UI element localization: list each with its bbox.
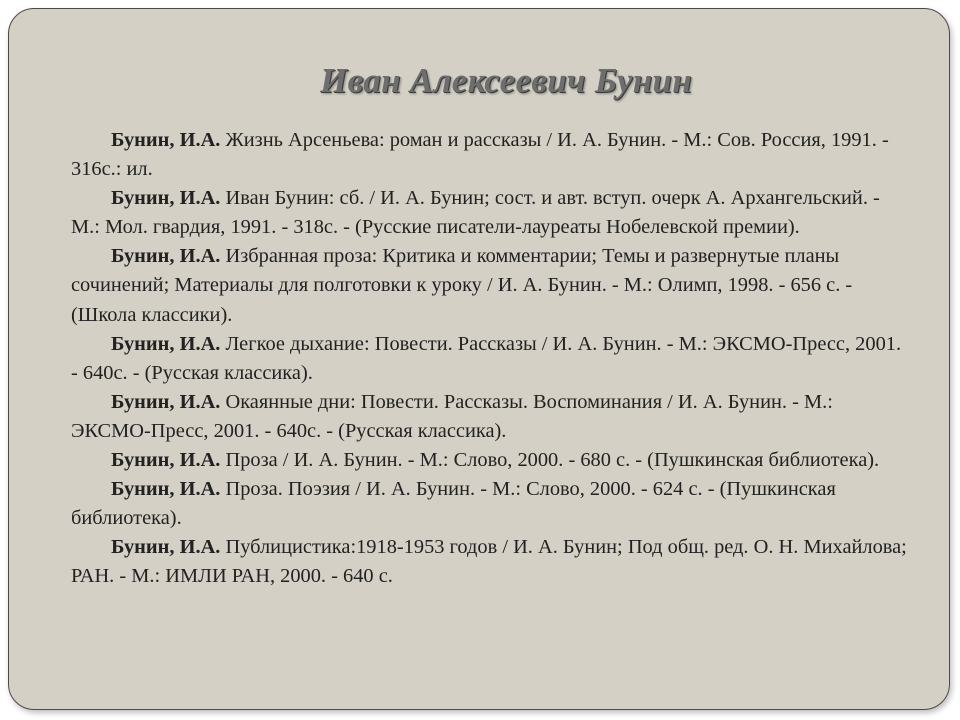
bibliography-list [71, 126, 907, 592]
entry-author: Бунин, И.А. [111, 245, 221, 268]
bibliography-entry [71, 330, 907, 388]
bibliography-entry [71, 533, 907, 591]
bibliography-entry [71, 242, 907, 329]
bibliography-entry [71, 446, 907, 475]
entry-author: Бунин, И.А. [111, 129, 221, 151]
bibliography-entry [71, 184, 907, 242]
entry-author: Бунин, И.А. [111, 187, 221, 210]
entry-text: Жизнь Арсеньева: роман и рассказы / И. А. Бунин. - М.: Сов. Россия, 1991. - 316с.: ил. [71, 129, 889, 181]
entry-author: Бунин, И.А. [111, 390, 221, 413]
entry-text: Окаянные дни: Повести. Рассказы. Воспоминания / И. А. Бунин. - М.: ЭКСМО-Пресс, 2001. - 640с. - (Русская классика). [71, 390, 833, 442]
entry-text: Легкое дыхание: Повести. Рассказы / И. А. Бунин. - М.: ЭКСМО-Пресс, 2001. - 640с. - (Русская классика). [71, 332, 902, 384]
slide-title: Иван Алексеевич Бунин [320, 61, 692, 100]
entry-text: Иван Бунин: сб. / И. А. Бунин; сост. и авт. вступ. очерк А. Архангельский. - М.: Мол. гвардия, 1991. - 318с. - (Русские писатели-лауреаты Нобелевской премии). [71, 187, 880, 239]
entry-author: Бунин, И.А. [111, 536, 221, 559]
bibliography-entry [71, 126, 907, 184]
entry-text: Публицистика:1918-1953 годов / И. А. Бунин; Под общ. ред. О. Н. Михайлова; РАН. - М.: ИМЛИ РАН, 2000. - 640 с. [71, 536, 907, 588]
bibliography-entry [71, 475, 907, 533]
entry-text: Проза. Поэзия / И. А. Бунин. - М.: Слово, 2000. - 624 с. - (Пушкинская библиотека). [71, 478, 836, 530]
entry-author: Бунин, И.А. [111, 449, 221, 472]
entry-text: Избранная проза: Критика и комментарии; Темы и развернутые планы сочинений; Материалы для полготовки к уроку / И. А. Бунин. - М.: Олимп, 1998. - 656 с. - (Школа классики). [71, 245, 853, 326]
slide [8, 8, 950, 710]
entry-author: Бунин, И.А. [111, 478, 221, 501]
bibliography-entry [71, 388, 907, 446]
entry-text: Проза / И. А. Бунин. - М.: Слово, 2000. - 680 с. - (Пушкинская библиотека). [220, 449, 880, 472]
entry-author: Бунин, И.А. [111, 332, 221, 355]
